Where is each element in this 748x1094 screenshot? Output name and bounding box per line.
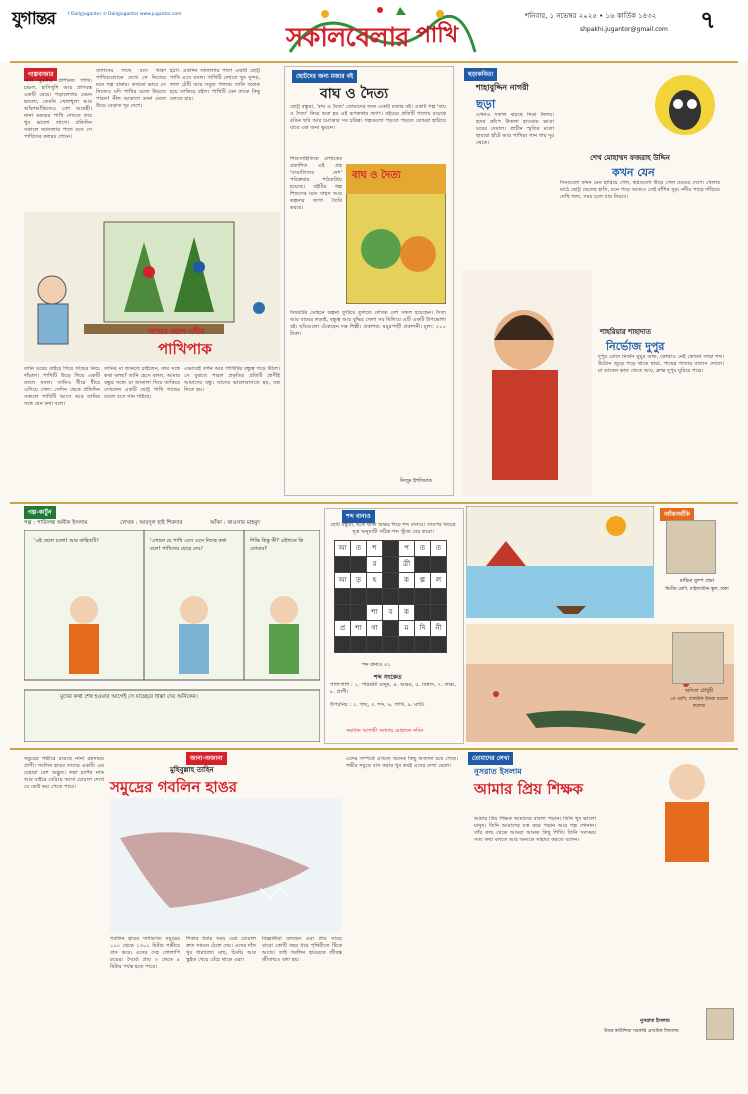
puzzle-clues-title: শব্দ সংকেত (374, 674, 402, 681)
artist-1-photo (666, 520, 716, 574)
puzzle-cell[interactable]: ল্প (414, 572, 431, 589)
puzzle-cell[interactable] (334, 604, 351, 621)
puzzle-cell[interactable] (414, 588, 431, 605)
puzzle-cell[interactable]: গা (366, 620, 383, 637)
section-tag-puzzle: শব্দ বানাও (342, 510, 375, 523)
puzzle-cell[interactable]: র (366, 556, 383, 573)
puzzle-cell[interactable] (398, 636, 415, 653)
section-tag-paintings: আঁকাআঁকি (660, 508, 694, 521)
puzzle-cell[interactable]: শ (366, 540, 383, 557)
story-column-3: হঠাৎ একদিন জানালার পাশে একটি ছোট্ট পাখি এসে বসল। পাখিটি দেখতে খুব সুন্দর, লাল ঠোঁট আর সবুজ পালক। তানি অবাক হয়ে তাকিয়ে রইল। পাখিটি যেন তাকে কিছু বলতে চায়। (170, 68, 260, 102)
puzzle-cell[interactable]: শা (350, 620, 367, 637)
puzzle-cell[interactable] (350, 636, 367, 653)
puzzle-cell[interactable] (430, 636, 447, 653)
artist-2-info: ৫ম শ্রেণি, রাজউক উত্তরা মডেল কলেজ (670, 697, 728, 709)
masthead-rule (10, 61, 738, 63)
poem-1-title: ছড়া (476, 97, 496, 111)
puzzle-cell[interactable]: ত (414, 540, 431, 557)
artist-1-info: দ্বিতীয় শ্রেণি, মাইলস্টোন স্কুল, ঢাকা (665, 587, 729, 592)
puzzle-cell[interactable]: ড় (350, 572, 367, 589)
story-bottom-col-2: তানির মা জানতে চাইলেন, কার সঙ্গে কথা বলছ? তানি হেসে বলল, আমার বন্ধুর সঙ্গে। মা জানালা দিয়ে তাকিয়ে দেখলেন একটি ছোট্ট পাখি গাছের ডালে বসে গান গাইছে। (104, 366, 180, 400)
speech-bubble-1: 'এই ছেলে চলো! আর কাহিতটি।' (34, 538, 100, 544)
comic-artist: আঁকা : কাওসার মাহমুদ (210, 520, 261, 526)
poem-2-title: কখন যেন (612, 166, 655, 179)
puzzle-cell[interactable]: ব (382, 604, 399, 621)
science-author: মুহিবুল্লাহ তাহিন (170, 766, 214, 774)
puzzle-clues-down: উপরনিচ : ২. গাছ, ৩. শব্দ, ৬. পাখি, ৯. মাটি। (330, 702, 425, 708)
puzzle-cell[interactable] (366, 636, 383, 653)
puzzle-cell[interactable]: আ (334, 572, 351, 589)
issue-date: শনিবার, ১ নভেম্বর ২০২৫ • ১৬ কার্তিক ১৪৩২ (525, 12, 657, 20)
story-bottom-col-1: তানি ঘরের বাইরে গিয়ে গাছের নিচে দাঁড়াল। পাখিটি উড়ে গিয়ে একটি ডালে বসল। তানিও ধীরে ধীরে এগিয়ে গেল। সেদিন থেকে প্রতিদিন সকালে পাখিটি আসে আর তানির সঙ্গে যেন কথা বলে। (24, 366, 100, 407)
puzzle-cell[interactable]: প (398, 540, 415, 557)
book-review-side: শিশুসাহিত্যিক লেখকের প্রকাশিত এই গ্রন্থ 'বাঙালিদের দেশ' পরিক্রমায় পাঠকপ্রিয় হয়েছে। বইটির গল্প শিশুদের মনে সাহস আর কল্পনার জগৎ তৈরি করবে। (290, 156, 342, 211)
section-tag-story: গাল্পবাজার (24, 68, 57, 81)
puzzle-number: শব্দ বানাও ৩১ (362, 662, 391, 668)
puzzle-cell[interactable] (382, 572, 399, 589)
comic-caption: মুখের কথা শেষ হওয়ার আগেই সে যাচ্ছেরে ধাক্কা দেয় অনিকের। (60, 694, 198, 700)
puzzle-cell[interactable]: ল (430, 572, 447, 589)
science-col-3: শিকার ধরার সময় এরা চোয়াল দ্রুত সামনে ঠেলে দেয়। এদের দাঁত খুব ধারালো। মাছ, চিংড়ি আর স্কুইড খেয়ে বেঁচে থাকে এরা। (186, 936, 256, 963)
book-reviewer: নিজুম ইশতিয়াক (400, 478, 432, 484)
puzzle-instructions: ছোট বন্ধুরা, ছকে থাকা অক্ষর দিয়ে শব্দ বানাও। তারপর নিচের সূত্র অনুযায়ী সঠিক শব্দ খুঁজে বের করো। (330, 522, 456, 535)
puzzle-cell[interactable]: নী (430, 620, 447, 637)
book-cover-title: বাঘ ও দৈত্য (352, 170, 401, 181)
puzzle-cell[interactable]: প্র (334, 620, 351, 637)
teacher-illustration (640, 752, 734, 872)
poet-1-name: শাহাবুদ্দিন নাগরী (476, 83, 529, 92)
letter-school: উত্তর কাউন্দিয়া সরকারি প্রাথমিক বিদ্যালয় (604, 1029, 679, 1034)
puzzle-cell[interactable] (382, 620, 399, 637)
puzzle-cell[interactable] (430, 604, 447, 621)
puzzle-cell[interactable]: ক (398, 604, 415, 621)
speech-bubble-3: শিক্ষি কিন্তু কী? এইখানে কি তোমার? (250, 538, 304, 552)
puzzle-cell[interactable]: ত্রী (398, 556, 415, 573)
puzzle-cell[interactable] (414, 556, 431, 573)
section-tag-letters: তোমাদের লেখা (468, 752, 513, 765)
comic-penman: লেখক : আবদুল হাই শিকদার (120, 520, 183, 526)
puzzle-cell[interactable] (398, 588, 415, 605)
puzzle-cell[interactable]: দি (414, 620, 431, 637)
puzzle-cell[interactable] (350, 588, 367, 605)
artist-2-name: অদিতা চৌধুরী (684, 688, 714, 694)
poet-3-name: শাহরিয়ার শাহাদাত (600, 328, 651, 336)
puzzle-cell[interactable] (382, 540, 399, 557)
comic-strip (24, 530, 320, 742)
story-column-2: বাগানের গাছে বসে থাকা পাখিগুলোকে দেখে সে নিজের মনে গল্প বানায়। কখনো ভাবে সে নিজেও যদি পাখির মতো উড়তে পারত! নীল আকাশে ডানা মেলে উড়ে বেড়াত দূর দেশে। (96, 68, 166, 109)
book-review-body: ছোট্ট বন্ধুরা, 'বাঘ ও দৈত্য' তোমাদের জন্য একটি মজার বই। একটি গল্প 'বাঘ ও দৈত্য' নিয়ে শুরু হয় এই রূপকথার জগৎ। বইয়ের প্রতিটি পাতায় রয়েছে রঙিন ছবি আর চমৎকার সব চরিত্র। গল্পগুলো পড়তে পড়তে তোমরা হারিয়ে যাবে এক অন্য ভুবনে। (290, 104, 446, 131)
science-rule (10, 748, 738, 750)
puzzle-grid[interactable] (334, 540, 452, 658)
puzzle-cell[interactable] (414, 636, 431, 653)
puzzle-clues-across: পাশাপাশি : ১. পরিশ্রমী মানুষ, ৪. অক্ষর, ৫. বিশ্বাস, ৭. লক্ষ্য, ৮. প্রাণী। (330, 682, 456, 695)
puzzle-cell[interactable]: আ (334, 540, 351, 557)
letter-author: নুসরাত ইসলাম (474, 767, 522, 776)
puzzle-cell[interactable]: ত (350, 540, 367, 557)
science-col-1: সমুদ্রের গভীরে রয়েছে নানা রহস্যময় প্রাণী। গবলিন হাঙর তাদের একটি। এর চেহারা বেশ অদ্ভুত। লম্বা চ্যাপ্টা নাক আর বাইরে বেরিয়ে আসা চোয়াল দেখে যে কেউ ভয় পেতে পারে। (24, 756, 104, 790)
section-tag-comic: গল্প-কার্টুন (24, 506, 56, 519)
puzzle-cell[interactable] (334, 636, 351, 653)
puzzle-cell[interactable] (430, 588, 447, 605)
comic-rule (10, 502, 738, 504)
page-number: ৭ (700, 6, 716, 34)
science-title: সমুদ্রের গবলিন হাঙর (110, 778, 238, 796)
puzzle-cell[interactable] (366, 588, 383, 605)
story-author: জন্মার আল নদীম (148, 327, 205, 336)
story-illustration (24, 212, 280, 362)
puzzle-cell[interactable] (350, 556, 367, 573)
puzzle-cell[interactable]: ত (430, 540, 447, 557)
section-tag-science: জানা-অজানা (186, 752, 227, 765)
shark-illustration (110, 798, 342, 932)
puzzle-cell[interactable] (334, 588, 351, 605)
letter-body: আমার প্রিয় শিক্ষক আমাদের বাংলা পড়ান। তিনি খুব ভালো মানুষ। তিনি আমাদের যত্ন করে পড়ান আর গল্প শোনান। তাঁর কাছ থেকে আমরা অনেক কিছু শিখি। তিনি সবসময় সত্য কথা বলতে আর অন্যকে সাহায্য করতে বলেন। (474, 816, 596, 843)
book-review-more: বিষয়টির মোহনে কল্পনা ফুটিয়ে তুলতে লেখক বেশ সফল হয়েছেন। দৈত্য আর বাঘের লড়াই, বন্ধুত্ব আর বুদ্ধির খেলা সব মিলিয়ে এটি একটি উপভোগ্য বই। ছবিগুলো এঁকেছেন দক্ষ শিল্পী। প্রকাশক: ময়ূরপঙ্খী প্রকাশনী। মূল্য: ২০০ টাকা। (290, 310, 446, 337)
letter-author-photo (706, 1008, 734, 1040)
owl-illustration (650, 70, 720, 140)
page-title-main: সকালবেলার (286, 23, 409, 53)
poem-1-text: এখনও সকাল ঝরছে নিদ্রা নিলয়। হৃদয় কাঁপে উতলা হাওয়ায় ভাঙা ঘরের দেয়াল। প্রাচীন স্মৃতির মতো ছায়ারা হাঁটে আর পাখিরা গান গায় দূর থেকে। (476, 112, 554, 146)
story-title: পাখিপাক (158, 340, 212, 358)
puzzle-footer: সমাধান আগামী সংখ্যায় মোহাম্মদ নবিন (346, 728, 424, 734)
science-col-5: এদের সম্পর্কে এখনো অনেক কিছু অজানা রয়ে গেছে। গভীর সমুদ্রে বাস করায় খুব কমই এদের দেখা মেলে। (346, 756, 458, 769)
book-cover[interactable] (346, 164, 446, 304)
puzzle-cell[interactable]: হ (366, 572, 383, 589)
puzzle-cell[interactable] (382, 588, 399, 605)
puzzle-cell[interactable]: ম (398, 620, 415, 637)
puzzle-cell[interactable]: ক (398, 572, 415, 589)
painting-1[interactable] (466, 506, 654, 618)
comic-writer: গল্প : পাবিলন্ধ অনীক ইসলাম (24, 520, 88, 526)
poem-illustration (462, 270, 592, 496)
book-review-title: বাঘ ও দৈত্য (320, 86, 389, 102)
section-tag-rhymes: ছড়াকবিতা (464, 68, 497, 81)
artist-2-photo (672, 632, 724, 684)
speech-bubble-2: 'এখানে যে পাখি এসে এসে নিচ্ছে কথা বলে! পাখিদের ছেড়ে দেব।' (150, 538, 227, 552)
puzzle-cell[interactable] (414, 604, 431, 621)
puzzle-cell[interactable] (382, 556, 399, 573)
puzzle-cell[interactable]: শা (366, 604, 383, 621)
section-tag-book: ছোটদের জন্য মজার বই (292, 70, 357, 83)
poem-3-text: দুপুর রোদে নির্জন ঘুঘুর ডাক, কোথাও নেই কোনো সাড়া শব্দ। উঠোন জুড়ে পড়ে থাকে ছায়া, গাছের পাতায় বাতাস দোলে। মা ডাকেন ভাত খেতে আয়, ক্লান্ত দুপুর ঘুমিয়ে পড়ে। (598, 354, 724, 374)
puzzle-cell[interactable] (430, 556, 447, 573)
poem-2-text: দিনগুলো কখন যেন হারিয়ে গেল, স্বপ্নগুলো উড়ে গেল মেঘের দেশে। খেলার মাঠে ছোট্ট ছেলের হাসি, মনে পড়ে আজও সেই বাঁশির সুর। নদীর পাড়ে দাঁড়িয়ে দেখি জল, সময় চলে যায় নিরবে। (560, 180, 720, 200)
page-title-secondary: পাখি (416, 22, 459, 48)
letter-title: আমার প্রিয় শিক্ষক (474, 780, 584, 798)
letter-signature: নুসরাত ইসলাম (640, 1018, 670, 1024)
science-col-2: গবলিন হাঙর সাধারণত সমুদ্রের ১০০ থেকে ১৩০০ মিটার গভীরে বাস করে। এদের দেহ গোলাপি রঙের। দৈর্ঘ্যে প্রায় ৩ থেকে ৪ মিটার পর্যন্ত হতে পারে। (110, 936, 180, 970)
story-bottom-col-3: এভাবেই তানি আর পাখিটির বন্ধুত্ব গড়ে উঠল। সে বুঝতে পারল প্রকৃতির প্রতিটি প্রাণীই আমাদের বন্ধু। তাদের ভালোবাসতে হয়, যত্ন নিতে হয়। (184, 366, 280, 393)
poem-3-title: নির্ভোজ দুপুর (606, 340, 665, 353)
social-links[interactable]: f DailyJugantor ⊙ DailyJugantor www.jugantor.com (68, 12, 182, 17)
puzzle-cell[interactable] (334, 556, 351, 573)
science-col-4: বিজ্ঞানীরা বলছেন এরা প্রায় সাড়ে বারো কোটি বছর ধরে পৃথিবীতে টিকে আছে। তাই গবলিন হাঙরকে জীবন্ত জীবাশ্মও বলা হয়। (262, 936, 342, 963)
contact-email[interactable]: shpakhi.jugantor@gmail.com (580, 26, 668, 33)
story-intro-text: নানা ঘুরতীর প্রশিনিত পাখি। চঞ্চল, হাসিখুশি আর প্রাণবন্ত একটি মেয়ে। পড়ালেখায় যেমন ভালো, তেমনি খেলাধুলা আর আঁকাআঁকিতেও বেশ আগ্রহী। নানা রকমের পাখি দেখতে তার খুব ভালো লাগে। প্রতিদিন সকালে জানালার পাশে বসে সে পাখিদের কলরব শোনে। (24, 78, 92, 140)
newspaper-logo[interactable]: যুগান্তর (12, 9, 55, 29)
puzzle-cell[interactable] (382, 636, 399, 653)
poet-2-name: শেখ মোহাম্মদ ফজরাহ উদ্দিন (590, 154, 670, 162)
artist-1-name: মাহিমা ঝুম্প প্রভা (679, 578, 715, 584)
puzzle-cell[interactable] (350, 604, 367, 621)
